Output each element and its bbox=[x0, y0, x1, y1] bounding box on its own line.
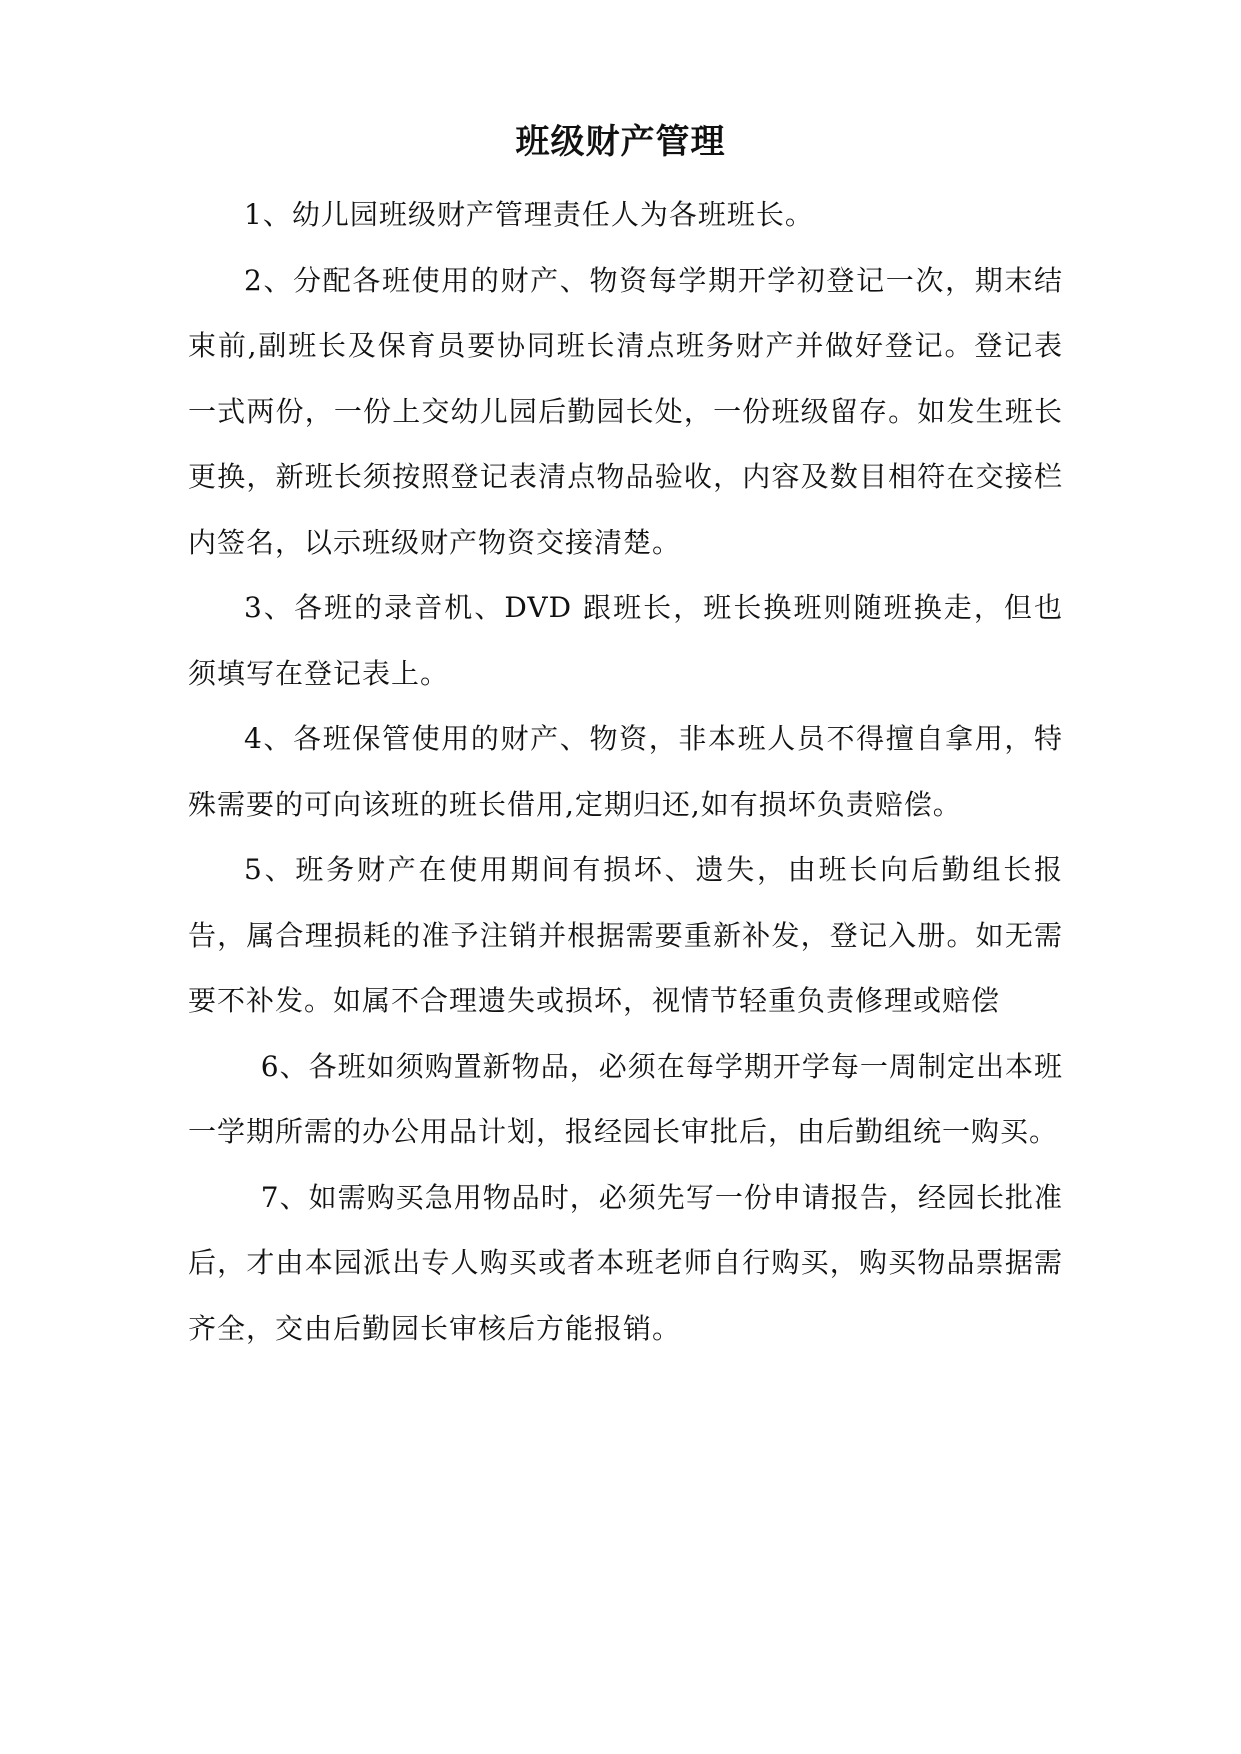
document-body bbox=[188, 182, 1063, 1361]
paragraph-3: 3、各班的录音机、DVD 跟班长，班长换班则随班换走，但也须填写在登记表上。 bbox=[188, 591, 1063, 690]
document-title: 班级财产管理 bbox=[515, 122, 726, 162]
paragraph-2: 2、分配各班使用的财产、物资每学期开学初登记一次，期末结束前,副班长及保育员要协同班长清点班务财产并做好登记。登记表一式两份，一份上交幼儿园后勤园长处，一份班级留存。如发生班长更换，新班长须按照登记表清点物品验收，内容及数目相符在交接栏内签名，以示班级财产物资交接清楚。 bbox=[188, 263, 1063, 559]
paragraph-1: 1、幼儿园班级财产管理责任人为各班班长。 bbox=[244, 198, 814, 231]
paragraph-4: 4、各班保管使用的财产、物资，非本班人员不得擅自拿用，特殊需要的可向该班的班长借用,定期归还,如有损坏负责赔偿。 bbox=[188, 722, 1063, 821]
paragraph-5: 5、班务财产在使用期间有损坏、遗失，由班长向后勤组长报告，属合理损耗的准予注销并根据需要重新补发，登记入册。如无需要不补发。如属不合理遗失或损坏，视情节轻重负责修理或赔偿 bbox=[188, 853, 1063, 1017]
paragraph-7: 7、如需购买急用物品时，必须先写一份申请报告，经园长批准后，才由本园派出专人购买或者本班老师自行购买，购买物品票据需齐全，交由后勤园长审核后方能报销。 bbox=[188, 1180, 1063, 1345]
paragraph-6: 6、各班如须购置新物品，必须在每学期开学每一周制定出本班一学期所需的办公用品计划，报经园长审批后，由后勤组统一购买。 bbox=[188, 1049, 1063, 1148]
